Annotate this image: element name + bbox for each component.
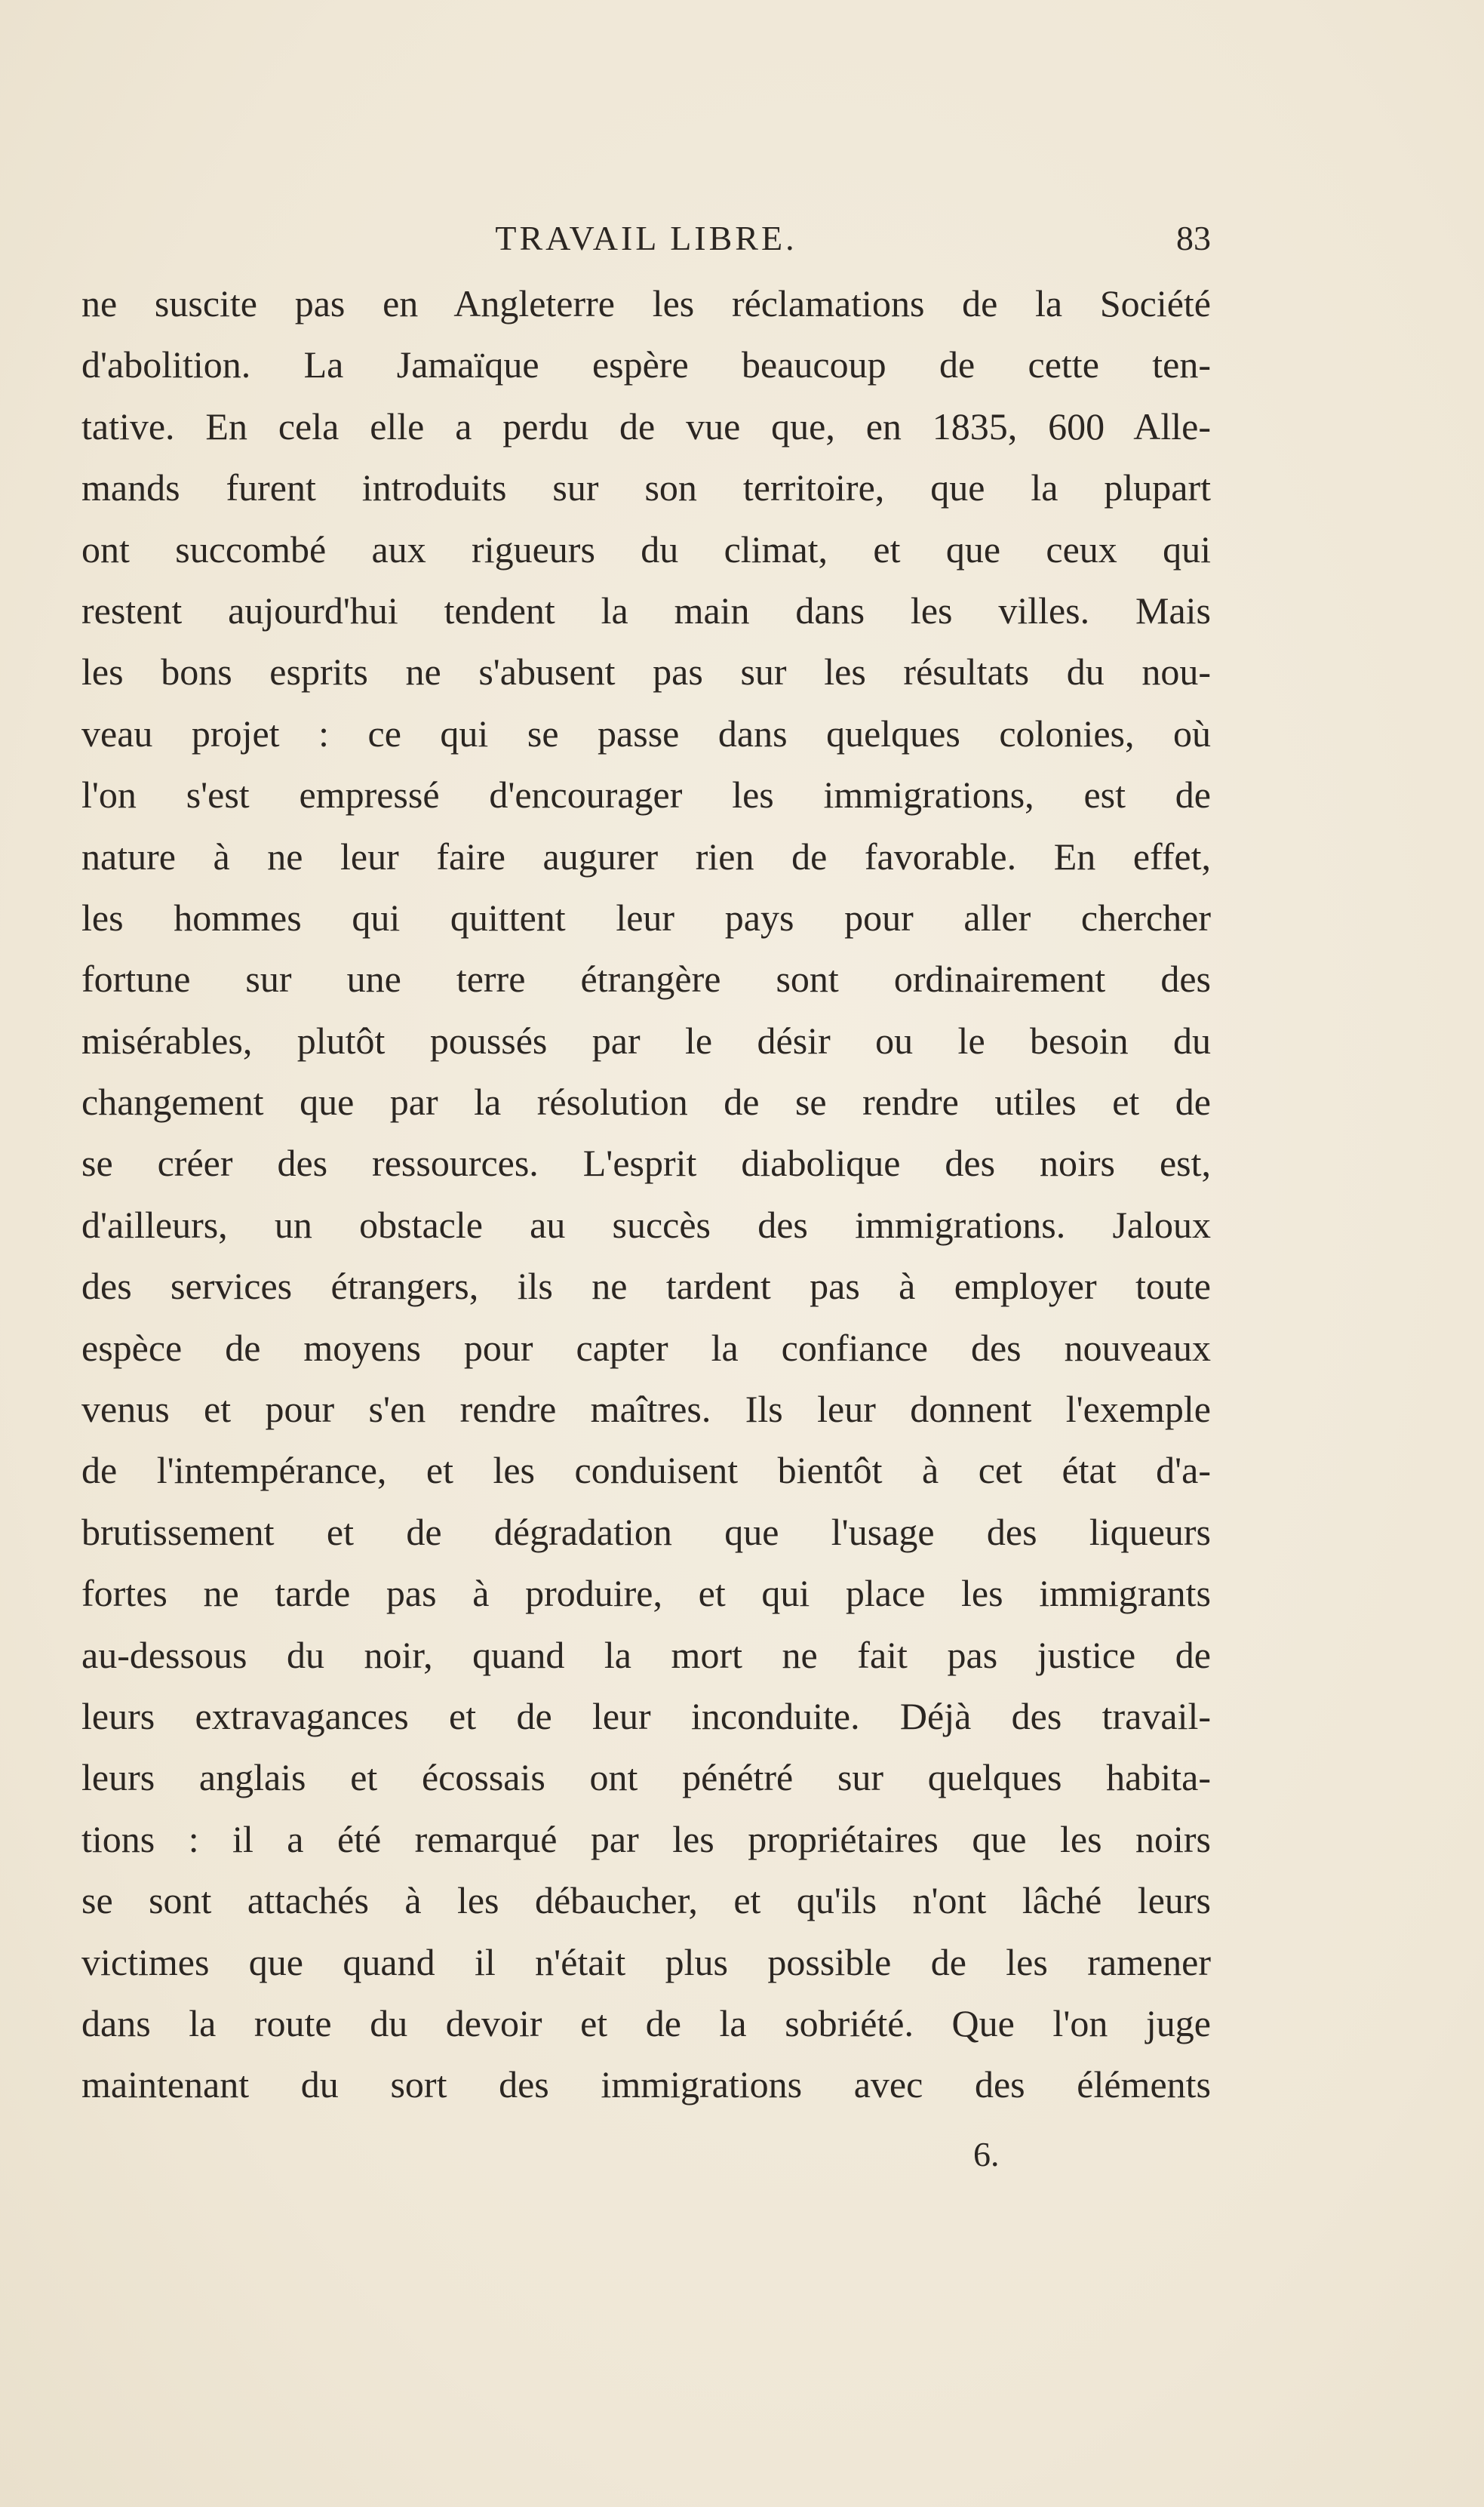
text-line: brutissement et de dégradation que l'usage des liqueurs (81, 1510, 1211, 1553)
text-line: veau projet : ce qui se passe dans quelques colonies, où (81, 712, 1211, 755)
page-number: 83 (1176, 219, 1211, 257)
text-line: maintenant du sort des immigrations avec des éléments (81, 2063, 1211, 2106)
text-line: nature à ne leur faire augurer rien de favorable. En effet, (81, 835, 1211, 878)
text-line: d'ailleurs, un obstacle au succès des immigrations. Jaloux (81, 1203, 1211, 1246)
text-line: ont succombé aux rigueurs du climat, et que ceux qui (81, 528, 1211, 571)
signature-mark: 6. (973, 2135, 1000, 2173)
text-line: restent aujourd'hui tendent la main dans les villes. Mais (81, 589, 1211, 632)
text-line: leurs anglais et écossais ont pénétré sur quelques habita- (81, 1756, 1211, 1799)
text-line: d'abolition. La Jamaïque espère beaucoup de cette ten- (81, 343, 1211, 386)
text-line: ne suscite pas en Angleterre les réclamations de la Société (81, 282, 1211, 325)
text-line: au-dessous du noir, quand la mort ne fait pas justice de (81, 1633, 1211, 1676)
text-line: changement que par la résolution de se rendre utiles et de (81, 1081, 1211, 1124)
text-line: mands furent introduits sur son territoire, que la plupart (81, 466, 1211, 509)
text-line: de l'intempérance, et les conduisent bientôt à cet état d'a- (81, 1449, 1211, 1492)
text-line: misérables, plutôt poussés par le désir ou le besoin du (81, 1019, 1211, 1062)
text-line: les hommes qui quittent leur pays pour aller chercher (81, 896, 1211, 939)
text-line: fortune sur une terre étrangère sont ordinairement des (81, 958, 1211, 1001)
text-line: les bons esprits ne s'abusent pas sur les résultats du nou- (81, 651, 1211, 694)
text-line: dans la route du devoir et de la sobriété. Que l'on juge (81, 2001, 1211, 2044)
text-line: tions : il a été remarqué par les propriétaires que les noirs (81, 1817, 1211, 1860)
running-head (81, 216, 1211, 261)
text-line: espèce de moyens pour capter la confiance des nouveaux (81, 1326, 1211, 1369)
text-line: des services étrangers, ils ne tardent pas à employer toute (81, 1265, 1211, 1308)
text-line: l'on s'est empressé d'encourager les immigrations, est de (81, 774, 1211, 817)
body-text (81, 273, 1211, 2116)
text-line: tative. En cela elle a perdu de vue que, en 1835, 600 Alle- (81, 405, 1211, 448)
text-line: fortes ne tarde pas à produire, et qui place les immigrants (81, 1572, 1211, 1615)
text-line: victimes que quand il n'était plus possible de les ramener (81, 1940, 1211, 1983)
running-title: TRAVAIL LIBRE. (495, 219, 797, 257)
text-line: leurs extravagances et de leur inconduite. Déjà des travail- (81, 1694, 1211, 1737)
text-line: se créer des ressources. L'esprit diabolique des noirs est, (81, 1142, 1211, 1185)
text-line: venus et pour s'en rendre maîtres. Ils leur donnent l'exemple (81, 1388, 1211, 1431)
text-line: se sont attachés à les débaucher, et qu'ils n'ont lâché leurs (81, 1879, 1211, 1922)
